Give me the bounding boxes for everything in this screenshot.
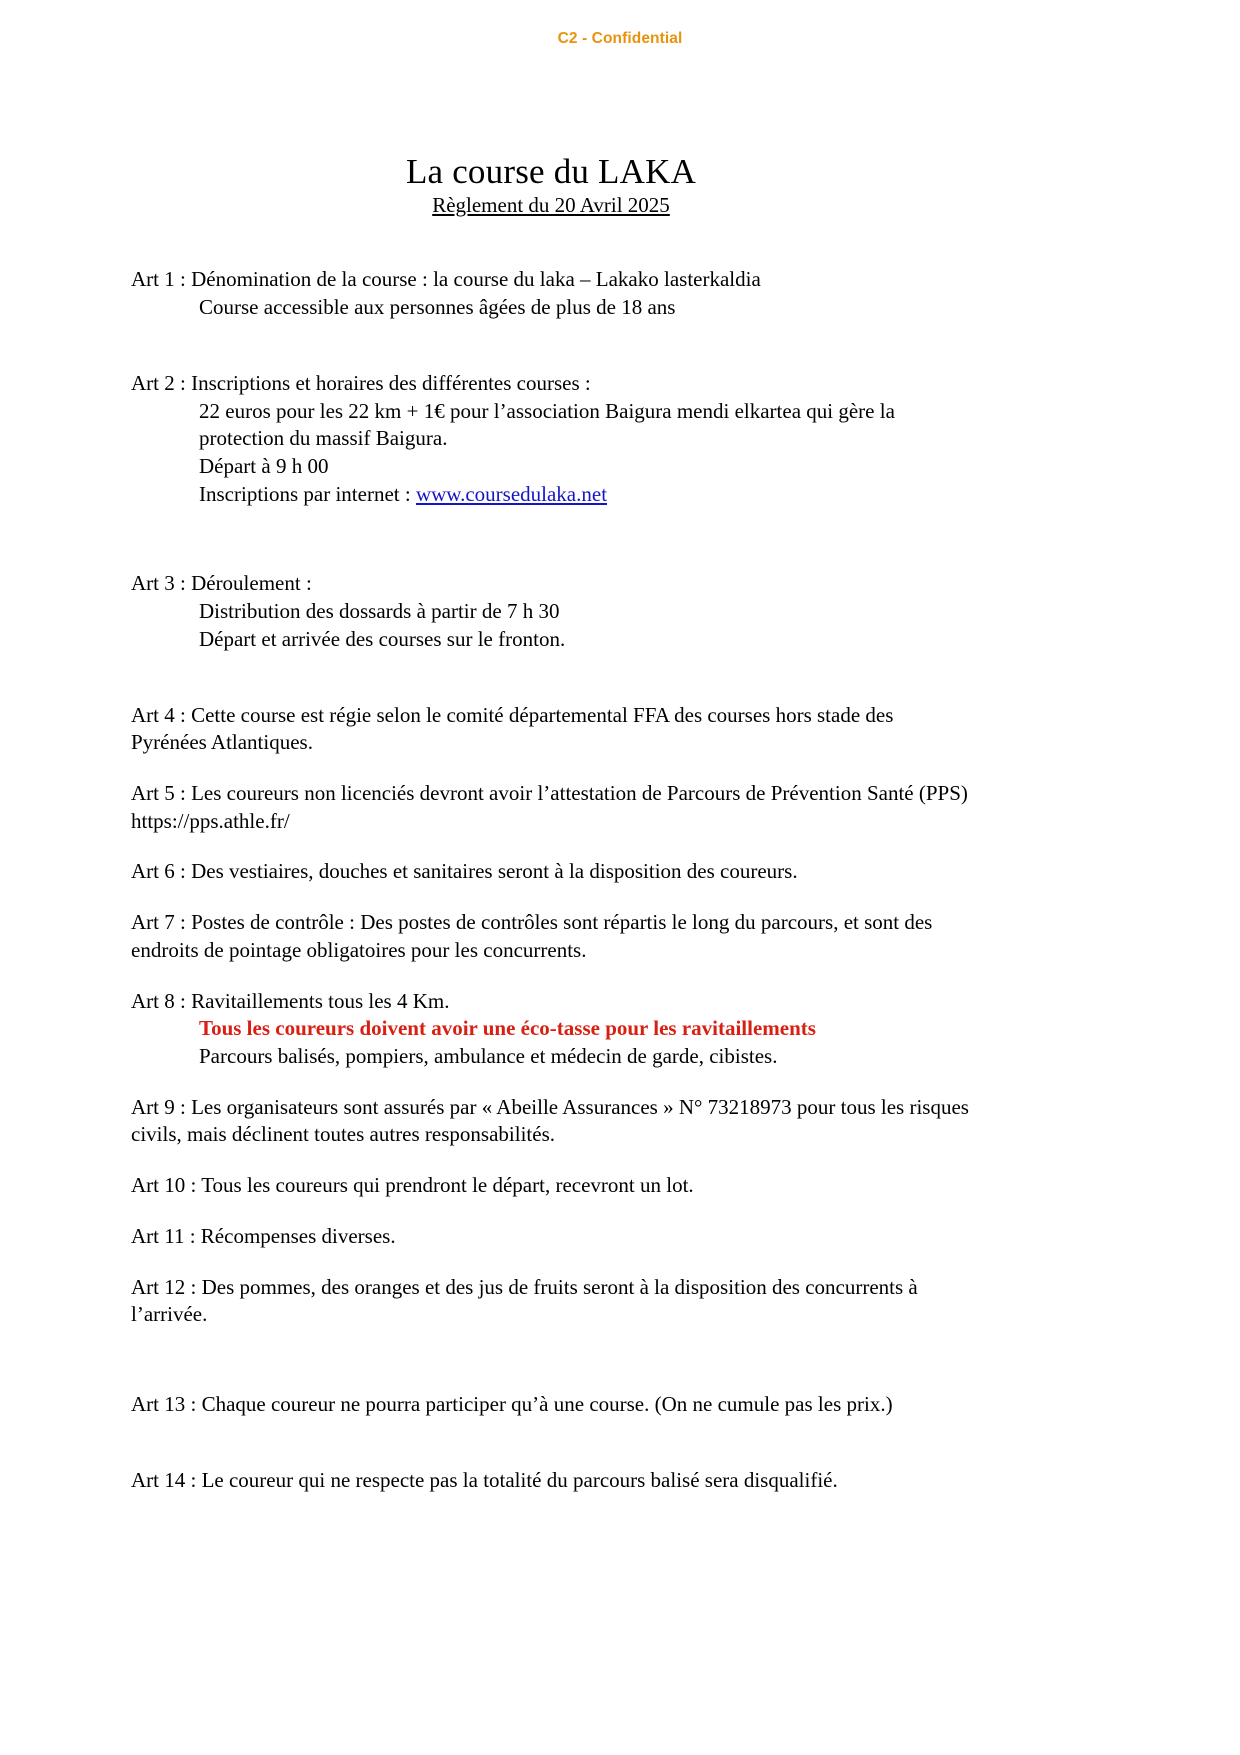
article-5	[131, 780, 971, 835]
article-1	[131, 266, 971, 321]
article-8-highlight: Tous les coureurs doivent avoir une éco-tasse pour les ravitaillements	[199, 1016, 816, 1041]
article-3-line-2: Départ et arrivée des courses sur le fronton.	[199, 626, 566, 651]
article-13	[131, 1391, 971, 1419]
article-7-lead: Art 7 : Postes de contrôle : Des postes de contrôles sont répartis le long du parcours, et sont des endroits de pointage obligatoires pour les concurrents.	[131, 910, 933, 962]
article-3-line-1: Distribution des dossards à partir de 7 h 30	[199, 599, 560, 624]
article-13-lead: Art 13 : Chaque coureur ne pourra participer qu’à une course. (On ne cumule pas les prix.)	[131, 1392, 893, 1417]
article-2-lead: Art 2 : Inscriptions et horaires des différentes courses :	[131, 370, 591, 395]
article-6-lead: Art 6 : Des vestiaires, douches et sanitaires seront à la disposition des coureurs.	[131, 859, 798, 884]
article-9-lead: Art 9 : Les organisateurs sont assurés par « Abeille Assurances » N° 73218973 pour tous les risques civils, mais déclinent toutes autres responsabilités.	[131, 1094, 969, 1147]
article-1-lead: Art 1 : Dénomination de la course : la course du laka – Lakako lasterkaldia	[131, 267, 761, 292]
article-3-lead: Art 3 : Déroulement :	[131, 571, 312, 596]
article-14-lead: Art 14 : Le coureur qui ne respecte pas la totalité du parcours balisé sera disqualifié.	[131, 1467, 838, 1492]
article-2-line-3	[131, 481, 971, 509]
article-12-lead: Art 12 : Des pommes, des oranges et des jus de fruits seront à la disposition des concurrents à l’arrivée.	[131, 1274, 918, 1327]
confidentiality-banner: C2 - Confidential	[557, 30, 683, 47]
article-8-line-1: Parcours balisés, pompiers, ambulance et médecin de garde, cibistes.	[199, 1044, 778, 1069]
article-7	[131, 909, 971, 964]
article-3	[131, 570, 971, 653]
article-6	[131, 858, 971, 886]
article-1-line-1: Course accessible aux personnes âgées de plus de 18 ans	[199, 295, 676, 320]
document-body	[131, 152, 971, 1518]
document-subtitle-text: Règlement du 20 Avril 2025	[432, 193, 670, 218]
article-2-line-2: Départ à 9 h 00	[199, 453, 329, 478]
document-subtitle	[131, 193, 971, 218]
article-8	[131, 988, 971, 1071]
article-4-lead: Art 4 : Cette course est régie selon le comité départemental FFA des courses hors stade des Pyrénées Atlantiques.	[131, 702, 894, 755]
article-2-line-1: 22 euros pour les 22 km + 1€ pour l’association Baigura mendi elkartea qui gère la protection du massif Baigura.	[199, 398, 895, 451]
article-2	[131, 370, 971, 509]
registration-website-link[interactable]: www.coursedulaka.net	[415, 481, 608, 506]
article-11-lead: Art 11 : Récompenses diverses.	[131, 1223, 396, 1248]
article-14	[131, 1467, 971, 1495]
article-2-registration-label: Inscriptions par internet :	[199, 481, 416, 506]
article-11	[131, 1223, 971, 1251]
article-8-lead: Art 8 : Ravitaillements tous les 4 Km.	[131, 988, 450, 1013]
article-9	[131, 1094, 971, 1149]
article-4	[131, 702, 971, 757]
article-12	[131, 1274, 971, 1329]
article-10-lead: Art 10 : Tous les coureurs qui prendront le départ, recevront un lot.	[131, 1173, 694, 1198]
article-10	[131, 1172, 971, 1200]
page-title: La course du LAKA	[405, 152, 697, 191]
article-5-lead: Art 5 : Les coureurs non licenciés devront avoir l’attestation de Parcours de Prévention Santé (PPS) https://pps.athle.fr/	[131, 781, 968, 833]
